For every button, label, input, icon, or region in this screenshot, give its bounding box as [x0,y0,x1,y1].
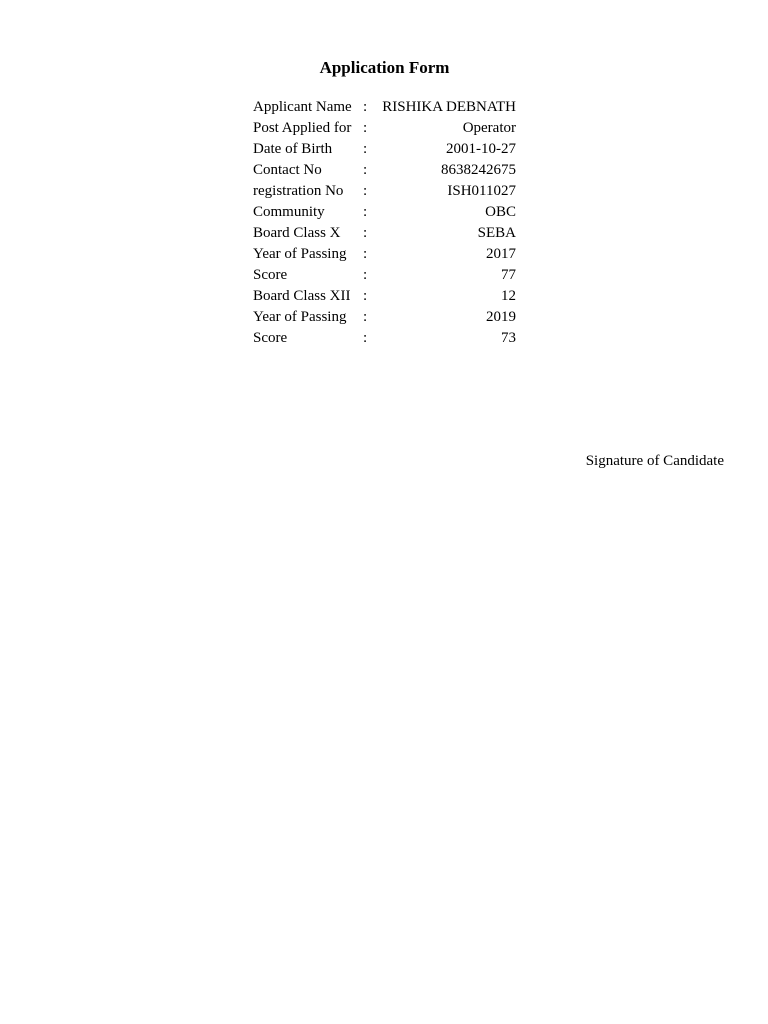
page-title: Application Form [319,58,450,77]
field-value: 77 [501,267,516,283]
field-value: ISH011027 [447,183,516,199]
field-value: RISHIKA DEBNATH [382,99,516,115]
field-label: Community [253,204,325,220]
field-value: 2001-10-27 [446,141,516,157]
field-label: registration No [253,183,344,199]
field-label: Score [253,330,288,346]
field-row-year-of-passing-x [253,244,516,265]
field-label: Board Class XII [253,288,351,304]
field-row-registration-no [253,181,516,202]
field-separator: : [363,309,368,325]
field-value: 2017 [486,246,516,262]
field-value: 8638242675 [441,162,516,178]
field-label: Year of Passing [253,246,347,262]
field-separator: : [363,120,368,136]
field-separator: : [363,204,368,220]
field-value: 12 [501,288,516,304]
field-label: Year of Passing [253,309,347,325]
field-row-date-of-birth [253,139,516,160]
field-separator: : [363,246,368,262]
field-row-contact-no [253,160,516,181]
field-label: Applicant Name [253,99,352,115]
field-row-applicant-name [253,97,516,118]
field-separator: : [363,330,368,346]
field-row-year-of-passing-xii [253,307,516,328]
field-separator: : [363,183,368,199]
field-separator: : [363,225,368,241]
field-separator: : [363,162,368,178]
field-value: 2019 [486,309,516,325]
field-row-board-class-x [253,223,516,244]
field-separator: : [363,99,368,115]
field-label: Contact No [253,162,322,178]
application-details [253,97,516,349]
field-label: Date of Birth [253,141,333,157]
field-row-community [253,202,516,223]
field-label: Board Class X [253,225,341,241]
field-label: Score [253,267,288,283]
signature-label: Signature of Candidate [585,453,724,469]
field-row-board-class-xii [253,286,516,307]
field-value: 73 [501,330,516,346]
field-separator: : [363,267,368,283]
field-separator: : [363,141,368,157]
field-value: SEBA [477,225,516,241]
field-label: Post Applied for [253,120,352,136]
field-value: OBC [485,204,516,220]
field-value: Operator [462,120,516,136]
field-row-score-xii [253,328,516,349]
field-row-post-applied [253,118,516,139]
field-row-score-x [253,265,516,286]
field-separator: : [363,288,368,304]
